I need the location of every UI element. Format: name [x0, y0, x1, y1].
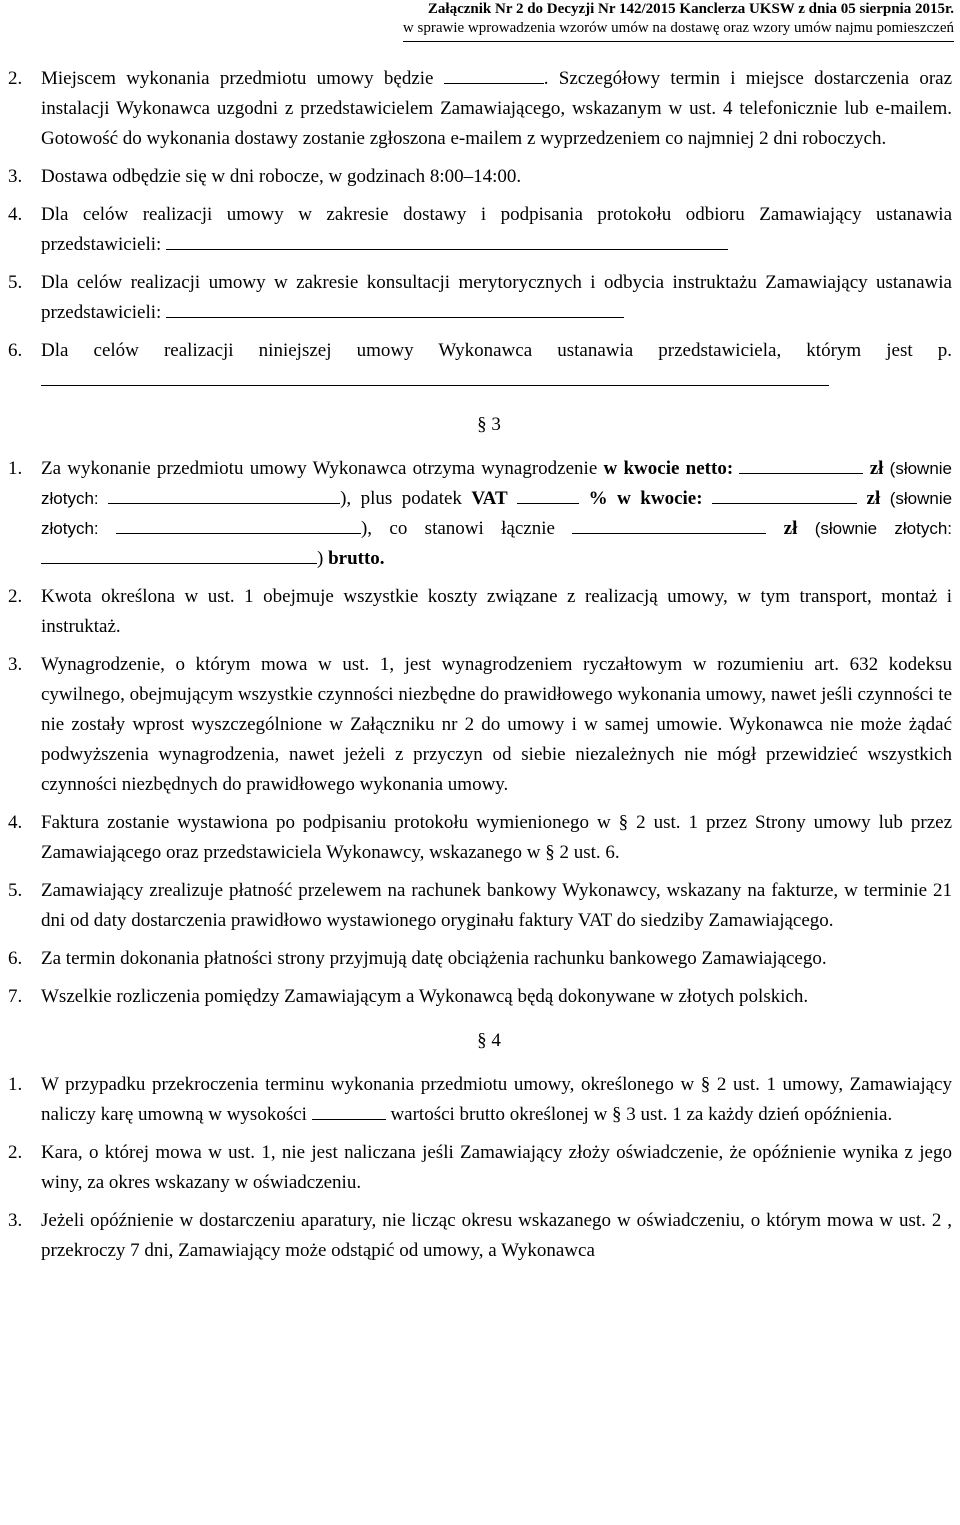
item-number: 3. [8, 166, 23, 187]
paragraph-4-3 [8, 1206, 952, 1266]
paragraph-3-7 [8, 982, 952, 1012]
paragraph-text: Dla celów realizacji niniejszej umowy Wykonawca ustanawia przedstawiciela, którym jest p. [41, 340, 952, 361]
paragraph-text: ), plus podatek [340, 488, 472, 509]
document-header [403, 0, 954, 42]
blank-line [712, 484, 857, 504]
item-number: 3. [8, 654, 23, 675]
paragraph-text: Za termin dokonania płatności strony przyjmują datę obciążenia rachunku bankowego Zamawiającego. [41, 948, 827, 969]
paragraph-text: ) [317, 548, 329, 569]
item-number: 6. [8, 948, 23, 969]
item-number: 3. [8, 1210, 23, 1231]
paragraph-3-5 [8, 876, 952, 936]
bold-text: brutto. [328, 548, 385, 569]
paragraph-text: Za wykonanie przedmiotu umowy Wykonawca otrzyma wynagrodzenie [41, 458, 604, 479]
paragraph-text: Kwota określona w ust. 1 obejmuje wszystkie koszty związane z realizacją umowy, w tym transport, montaż i instruktaż. [41, 586, 952, 637]
item-number: 2. [8, 1142, 23, 1163]
blank-line [41, 544, 317, 564]
paragraph-text: Wszelkie rozliczenia pomiędzy Zamawiającym a Wykonawcą będą dokonywane w złotych polskich. [41, 986, 809, 1007]
paragraph-3-1 [8, 454, 952, 574]
blank-line [116, 514, 361, 534]
paragraph-text: ), co stanowi łącznie [360, 518, 573, 539]
paragraph-text: Wynagrodzenie, o którym mowa w ust. 1, jest wynagrodzeniem ryczałtowym w rozumieniu art. 632 kodeksu cywilnego, obejmującym wszystkie czynności niezbędne do prawidłowego wykonania umowy, nawet jeśli czynności te nie zostały wprost wyszczególnione w Załączniku nr 2 do umowy i w samej umowie. Wykonawca nie może żądać podwyższenia wynagrodzenia, nawet jeżeli z przyczyn od siebie niezależnych nie mógł przewidzieć wszystkich czynności niezbędnych do prawidłowego wykonania umowy. [41, 654, 952, 795]
paragraph-text: Dla celów realizacji umowy w zakresie dostawy i podpisania protokołu odbioru Zamawiający ustanawia przedstawicieli: [41, 204, 952, 255]
paragraph-text: (słownie złotych: [41, 459, 953, 508]
item-number: 5. [8, 272, 23, 293]
header-line-1: Załącznik Nr 2 do Decyzji Nr 142/2015 Kanclerza UKSW z dnia 05 sierpnia 2015r. [427, 1, 954, 17]
paragraph-text: . Szczegółowy termin i miejsce dostarczenia oraz instalacji Wykonawca uzgodni z przedstawicielem Zamawiającego, wskazanym w ust. 4 telefonicznie lub e-mailem. Gotowość do wykonania dostawy zostanie zgłoszona e-mailem z wyprzedzeniem co najmniej 2 dni roboczych. [41, 68, 953, 149]
blank-line [739, 454, 863, 474]
paragraph-text: Zamawiający zrealizuje płatność przelewem na rachunek bankowy Wykonawcy, wskazany na fakturze, w terminie 21 dni od daty dostarczenia prawidłowo wystawionego oryginału faktury VAT do siedziby Zamawiającego. [41, 880, 952, 931]
blank-line [41, 366, 829, 386]
paragraph-2-3 [8, 162, 952, 192]
blank-line [166, 230, 728, 250]
paragraph-4-2 [8, 1138, 952, 1198]
bold-text: w kwocie netto: [603, 458, 734, 479]
blank-line [517, 484, 579, 504]
paragraph-2-6 [8, 336, 952, 396]
document-body [8, 64, 952, 1274]
item-number: 4. [8, 204, 23, 225]
paragraph-3-2 [8, 582, 952, 642]
item-number: 6. [8, 340, 23, 361]
item-number: 2. [8, 586, 23, 607]
blank-line [312, 1100, 386, 1120]
item-number: 2. [8, 68, 23, 89]
paragraph-text: Dostawa odbędzie się w dni robocze, w godzinach 8:00‒14:00. [41, 166, 522, 187]
paragraph-3-6 [8, 944, 952, 974]
item-number: 1. [8, 458, 23, 479]
paragraph-text: wartości brutto określonej w § 3 ust. 1 za każdy dzień opóźnienia. [390, 1104, 893, 1125]
paragraph-text: Jeżeli opóźnienie w dostarczeniu aparatury, nie licząc okresu wskazanego w oświadczeniu, o którym mowa w ust. 2 , przekroczy 7 dni, Zamawiający może odstąpić od umowy, a Wykonawca [41, 1210, 952, 1261]
paragraph-text: (słownie złotych: [41, 489, 953, 538]
paragraph-text: (słownie złotych: [797, 519, 953, 538]
item-number: 5. [8, 880, 23, 901]
paragraph-text: Faktura zostanie wystawiona po podpisaniu protokołu wymienionego w § 2 ust. 1 przez Strony umowy lub przez Zamawiającego oraz przedstawiciela Wykonawcy, wskazanego w § 2 ust. 6. [41, 812, 952, 863]
section-3-title: § 3 [477, 414, 501, 435]
bold-text: VAT [471, 488, 508, 509]
blank-line [166, 298, 624, 318]
item-number: 4. [8, 812, 23, 833]
paragraph-3-4 [8, 808, 952, 868]
bold-text: % [588, 488, 608, 509]
item-number: 1. [8, 1074, 23, 1095]
header-line-2: w sprawie wprowadzenia wzorów umów na dostawę oraz wzory umów najmu pomieszczeń [403, 19, 954, 42]
paragraph-text: Kara, o której mowa w ust. 1, nie jest naliczana jeśli Zamawiający złoży oświadczenie, że opóźnienie wynika z jego winy, za okres wskazany w oświadczeniu. [41, 1142, 952, 1193]
bold-text: w kwocie: [617, 488, 703, 509]
blank-line [108, 484, 340, 504]
bold-text: zł [866, 488, 881, 509]
blank-line [444, 64, 544, 84]
bold-text: zł [869, 458, 884, 479]
paragraph-3-3 [8, 650, 952, 800]
paragraph-text: W przypadku przekroczenia terminu wykonania przedmiotu umowy, określonego w § 2 ust. 1 umowy, Zamawiający naliczy karę umowną w wysokości [41, 1074, 952, 1125]
item-number: 7. [8, 986, 23, 1007]
paragraph-2-5 [8, 268, 952, 328]
paragraph-4-1 [8, 1070, 952, 1130]
paragraph-text: Dla celów realizacji umowy w zakresie konsultacji merytorycznych i odbycia instruktażu Zamawiający ustanawia przedstawicieli: [41, 272, 952, 323]
paragraph-2-2 [8, 64, 952, 154]
paragraph-2-4 [8, 200, 952, 260]
section-4-title: § 4 [477, 1030, 501, 1051]
paragraph-text: Miejscem wykonania przedmiotu umowy będzie [41, 68, 434, 89]
blank-line [572, 514, 766, 534]
bold-text: zł [783, 518, 798, 539]
